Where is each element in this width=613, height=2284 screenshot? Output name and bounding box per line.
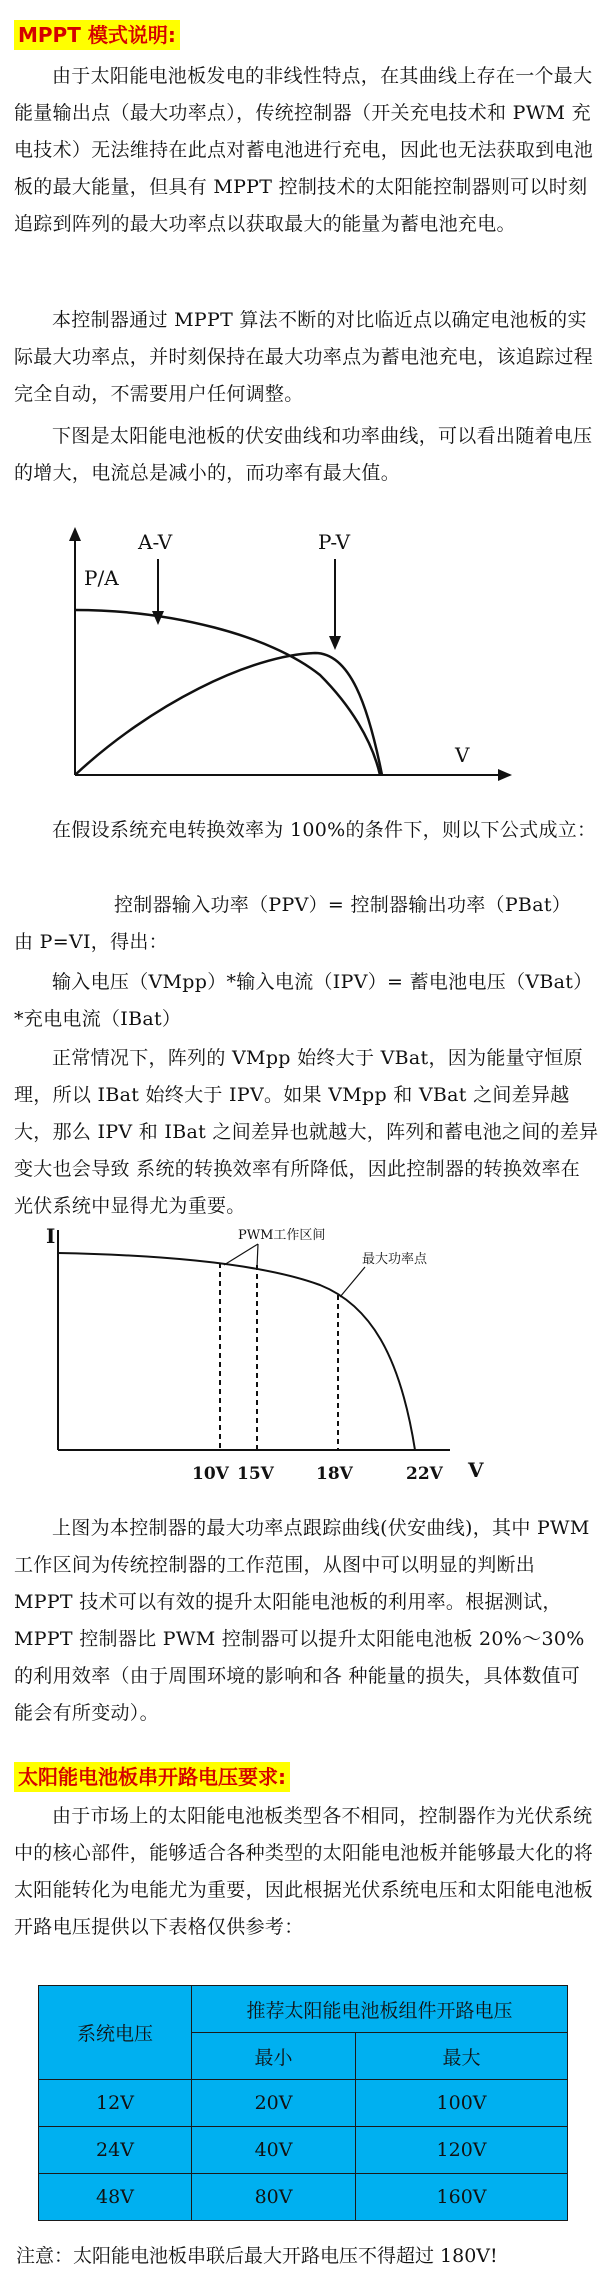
- iv-curve: [58, 1253, 415, 1450]
- pwm-pointer-right: [257, 1244, 258, 1267]
- tick-label-18v: 18V: [316, 1464, 353, 1484]
- formula-condition-text: 在假设系统充电转换效率为 100%的条件下，则以下公式成立：: [52, 819, 597, 841]
- section-heading-mppt: MPPT 模式说明:: [14, 20, 180, 50]
- paragraph-mppt-advantage: [14, 1510, 599, 1732]
- x-axis-label: V: [455, 743, 470, 767]
- y-axis-label: I: [46, 1224, 56, 1248]
- formula-derivation: [14, 924, 599, 961]
- formula-derivation-text: 由 P=VI，得出：: [14, 931, 168, 953]
- cell-max: 100V: [356, 2080, 568, 2127]
- pv-curve-label: P-V: [318, 530, 351, 554]
- pwm-range-label: PWM工作区间: [238, 1228, 326, 1243]
- table-row: [39, 2174, 568, 2221]
- header-max: 最大: [356, 2033, 568, 2080]
- header-min: 最小: [192, 2033, 356, 2080]
- paragraph-algorithm: [14, 302, 599, 413]
- table-row: [39, 2080, 568, 2127]
- tick-label-10v: 10V: [192, 1464, 229, 1484]
- formula-power-equality: [14, 887, 599, 924]
- mpp-label: 最大功率点: [362, 1252, 428, 1267]
- y-axis-arrow: [69, 527, 81, 541]
- warning-note: 注意：太阳能电池板串联后最大开路电压不得超过 180V!: [16, 2245, 498, 2267]
- x-axis-label: V: [468, 1458, 484, 1482]
- paragraph-text: 本控制器通过 MPPT 算法不断的对比临近点以确定电池板的实际最大功率点，并时刻保持在最大功率点为蓄电池充电，该追踪过程完全自动，不需要用户任何调整。: [14, 309, 594, 405]
- av-curve-label: A-V: [138, 530, 173, 554]
- tick-label-15v: 15V: [237, 1464, 274, 1484]
- tick-label-22v: 22V: [406, 1464, 443, 1484]
- y-axis-label: P/A: [84, 566, 119, 590]
- paragraph-panel-selection: [14, 1798, 599, 1946]
- voltage-reference-table: [38, 1985, 568, 2221]
- paragraph-text: 上图为本控制器的最大功率点跟踪曲线(伏安曲线)，其中 PWM 工作区间为传统控制器的工作范围，从图中可以明显的判断出 MPPT 技术可以有效的提升太阳能电池板的利用率。根据测试， MPPT 控制器比 PWM 控制器可以提升太阳能电池板 20%～30%的利用效率（由于周围环境的影响和各 种能量的损失，具体数值可能会有所变动）。: [14, 1517, 590, 1724]
- pv-pointer-head: [329, 636, 341, 650]
- cell-system: 12V: [39, 2080, 192, 2127]
- formula-main-text: 输入电压（VMpp）*输入电流（IPV）= 蓄电池电压（VBat）*充电电流（IBat）: [14, 971, 593, 1030]
- paragraph-text: 下图是太阳能电池板的伏安曲线和功率曲线，可以看出随着电压的增大，电流总是减小的，而功率有最大值。: [14, 425, 593, 484]
- cell-min: 20V: [192, 2080, 356, 2127]
- formula-main: [14, 964, 599, 1038]
- formula-power-text: 控制器输入功率（PPV）= 控制器输出功率（PBat）: [114, 894, 572, 916]
- x-axis-arrow: [498, 769, 512, 781]
- pv-av-chart: [50, 525, 520, 795]
- cell-system: 48V: [39, 2174, 192, 2221]
- cell-system: 24V: [39, 2127, 192, 2174]
- pv-curve: [75, 653, 382, 775]
- header-system-voltage: 系统电压: [39, 1986, 192, 2080]
- cell-max: 120V: [356, 2127, 568, 2174]
- iv-mppt-chart: [10, 1215, 510, 1490]
- paragraph-text: 由于太阳能电池板发电的非线性特点，在其曲线上存在一个最大能量输出点（最大功率点），传统控制器（开关充电技术和 PWM 充电技术）无法维持在此点对蓄电池进行充电，因此也无法获取到电池板的最大能量，但具有 MPPT 控制技术的太阳能控制器则可以时刻追踪到阵列的最大功率点以获取最大的能量为蓄电池充电。: [14, 65, 594, 235]
- paragraph-text: 由于市场上的太阳能电池板类型各不相同，控制器作为光伏系统中的核心部件，能够适合各种类型的太阳能电池板并能够最大化的将太阳能转化为电能尤为重要，因此根据光伏系统电压和太阳能电池板开路电压提供以下表格仅供参考：: [14, 1805, 594, 1938]
- cell-min: 40V: [192, 2127, 356, 2174]
- table-header-row: [39, 1986, 568, 2033]
- paragraph-text: 正常情况下，阵列的 VMpp 始终大于 VBat，因为能量守恒原理，所以 IBat 始终大于 IPV。如果 VMpp 和 VBat 之间差异越大，那么 IPV 和 IBat 之间差异也就越大，阵列和蓄电池之间的差异变大也会导致 系统的转换效率有所降低，因此控制器的转换效率在光伏系统中显得尤为重要。: [14, 1047, 599, 1217]
- cell-max: 160V: [356, 2174, 568, 2221]
- table-row: [39, 2127, 568, 2174]
- mpp-pointer: [340, 1267, 365, 1297]
- formula-condition: [14, 812, 599, 849]
- paragraph-efficiency: [14, 1040, 599, 1225]
- paragraph-mppt-intro: [14, 58, 599, 243]
- header-recommended-voltage: 推荐太阳能电池板组件开路电压: [192, 1986, 568, 2033]
- cell-min: 80V: [192, 2174, 356, 2221]
- pwm-pointer-left: [224, 1244, 258, 1265]
- av-pointer-head: [152, 611, 164, 625]
- section-heading-open-circuit: 太阳能电池板串开路电压要求:: [14, 1762, 290, 1792]
- paragraph-chart-intro: [14, 418, 599, 492]
